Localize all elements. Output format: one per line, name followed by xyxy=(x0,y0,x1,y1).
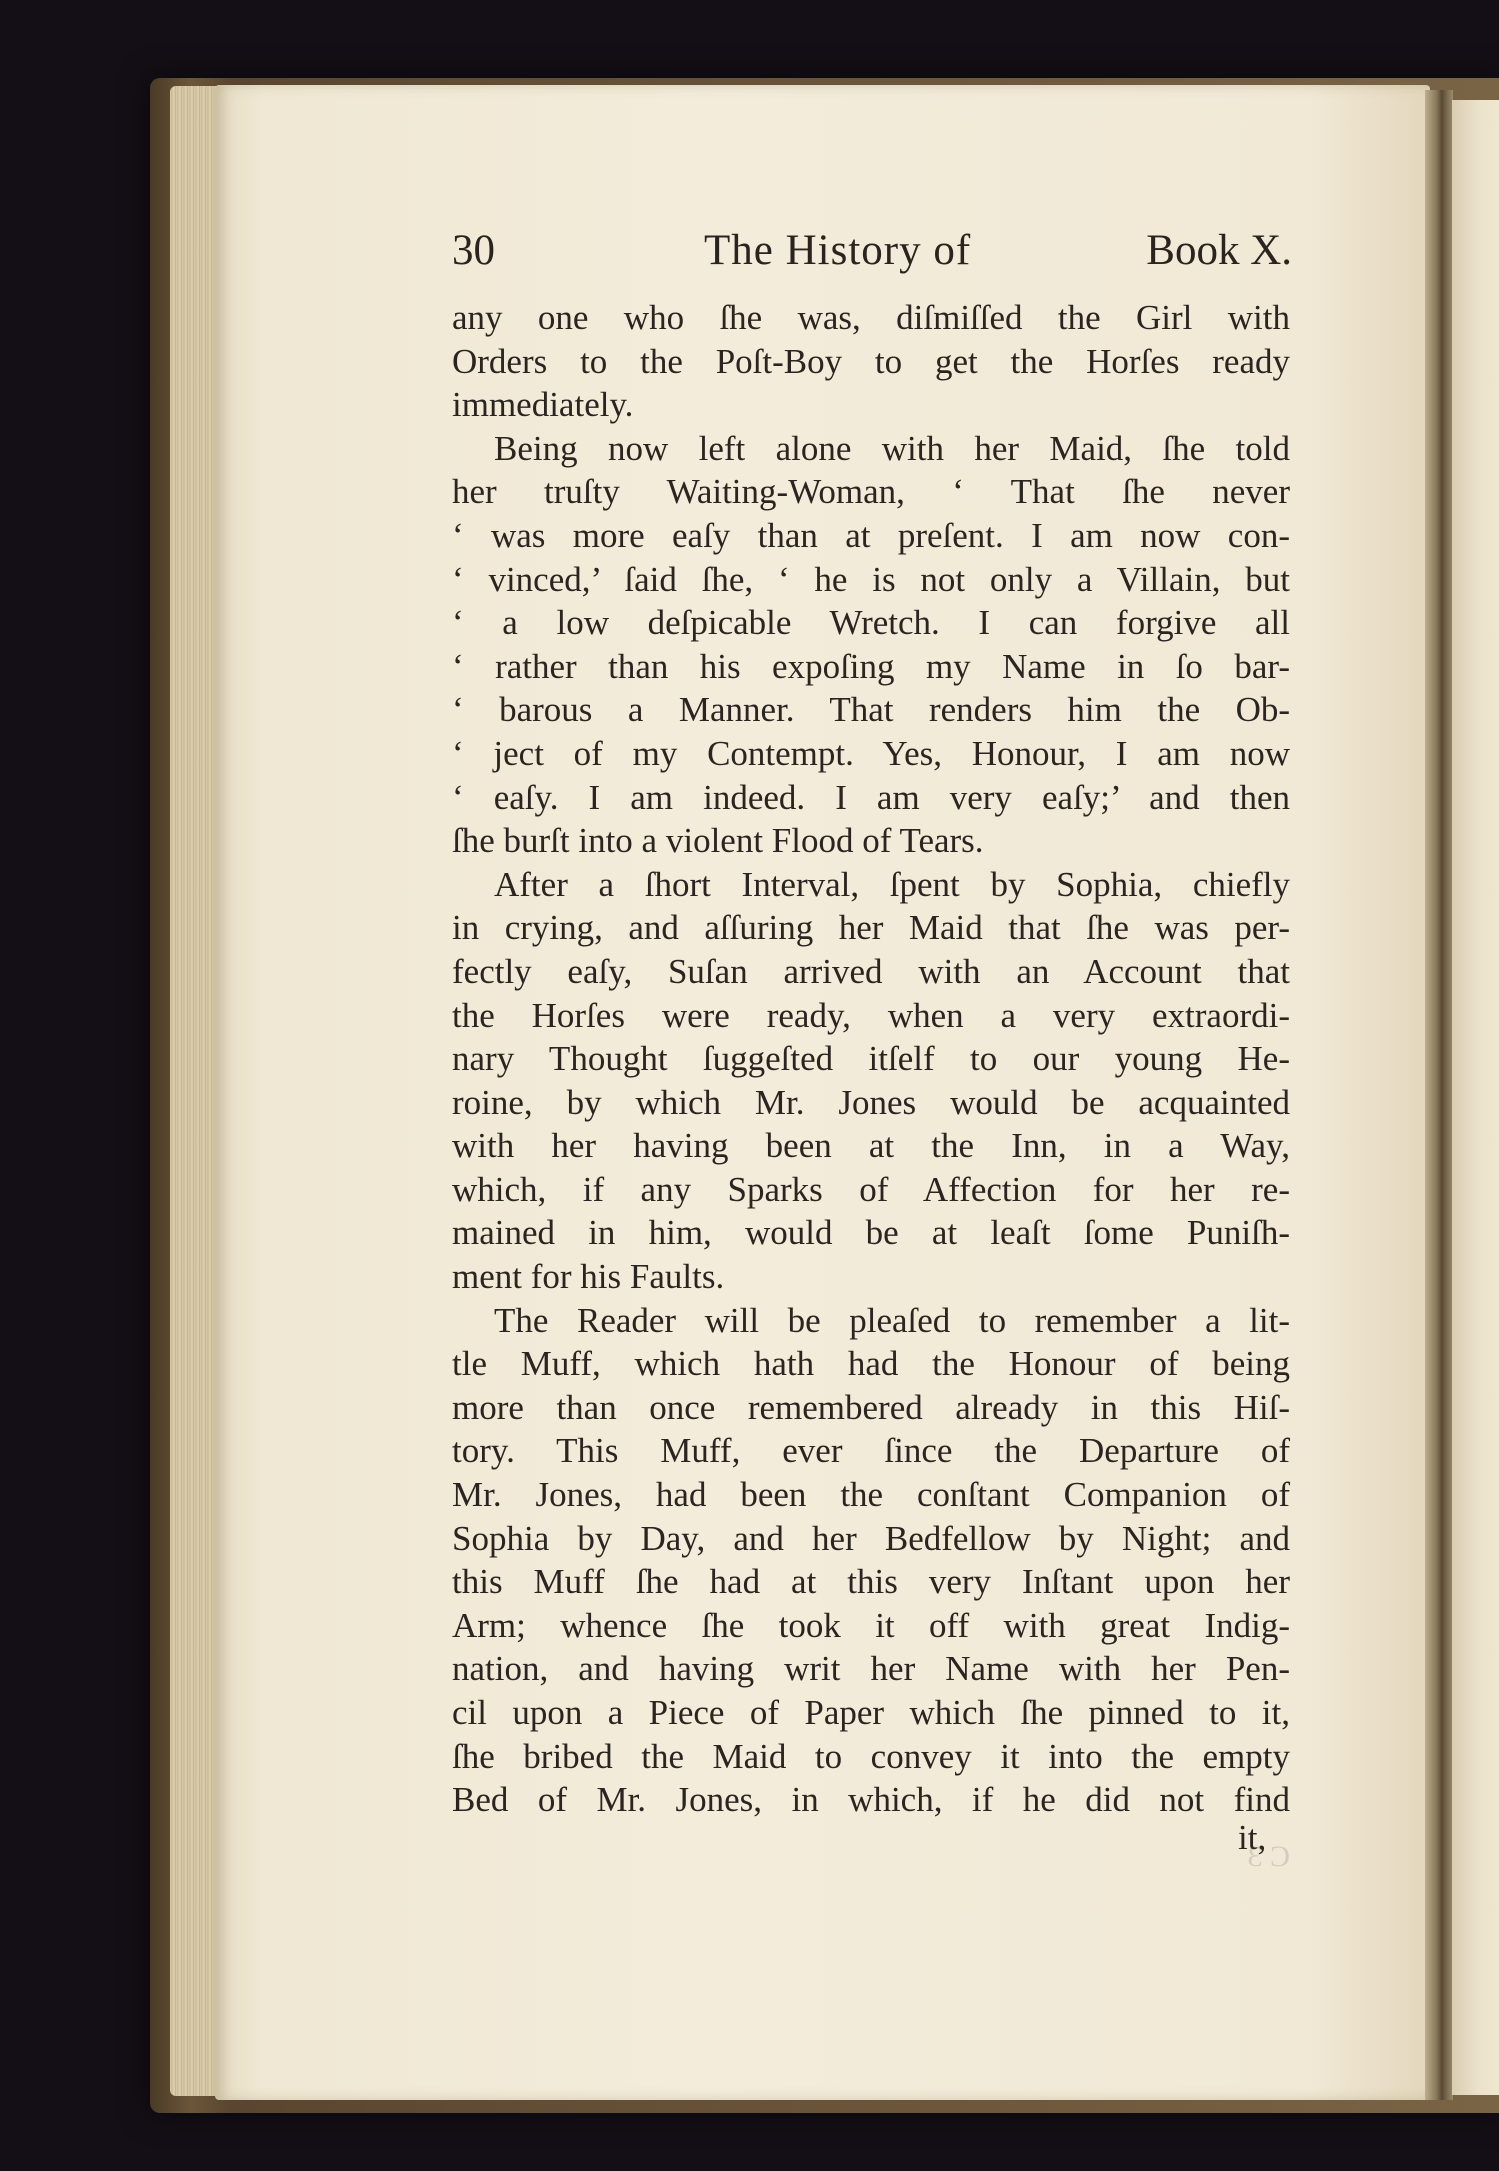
text-line: Sophia by Day, and her Bedfellow by Night; and xyxy=(452,1518,1290,1558)
show-through-text: C 3 xyxy=(1247,1840,1290,1873)
text-line: ‘ a low deſpicable Wretch. I can forgive all xyxy=(452,603,1290,643)
text-line: with her having been at the Inn, in a Way, xyxy=(452,1126,1290,1166)
text-line: mained in him, would be at leaſt ſome Puniſh- xyxy=(452,1213,1290,1253)
text-line: nation, and having writ her Name with her Pen- xyxy=(452,1649,1290,1689)
book-gutter xyxy=(1425,90,1453,2100)
text-line: tle Muff, which hath had the Honour of being xyxy=(452,1344,1290,1384)
text-line: ment for his Faults. xyxy=(452,1257,725,1297)
catchword: it, xyxy=(1238,1818,1267,1857)
text-line: ‘ was more eaſy than at preſent. I am now con- xyxy=(452,515,1290,555)
text-line: Orders to the Poſt-Boy to get the Horſes ready xyxy=(452,341,1290,381)
text-line: her truſty Waiting-Woman, ‘ That ſhe never xyxy=(452,472,1290,512)
text-line: more than once remembered already in this Hiſ- xyxy=(452,1387,1290,1427)
text-line: nary Thought ſuggeſted itſelf to our young He- xyxy=(452,1039,1290,1079)
text-line: roine, by which Mr. Jones would be acquainted xyxy=(452,1082,1290,1122)
text-line: The Reader will be pleaſed to remember a lit- xyxy=(494,1300,1290,1340)
text-line: Being now left alone with her Maid, ſhe told xyxy=(494,428,1290,468)
text-line: After a ſhort Interval, ſpent by Sophia, chiefly xyxy=(494,864,1290,904)
text-line: in crying, and aſſuring her Maid that ſhe was per- xyxy=(452,908,1290,948)
text-line: cil upon a Piece of Paper which ſhe pinned to it, xyxy=(452,1693,1290,1732)
text-line: tory. This Muff, ever ſince the Departure of xyxy=(452,1431,1290,1471)
text-line: ‘ eaſy. I am indeed. I am very eaſy;’ and then xyxy=(452,777,1290,817)
book-number: Book X. xyxy=(1146,227,1292,274)
text-line: ‘ vinced,’ ſaid ſhe, ‘ he is not only a Villain, but xyxy=(452,559,1290,599)
text-line: immediately. xyxy=(452,385,634,425)
text-line: the Horſes were ready, when a very extraordi- xyxy=(452,995,1290,1035)
text-line: any one who ſhe was, diſmiſſed the Girl with xyxy=(452,298,1290,337)
text-line: ‘ barous a Manner. That renders him the Ob- xyxy=(452,690,1290,730)
text-line: ‘ rather than his expoſing my Name in ſo bar- xyxy=(452,646,1290,686)
text-line: this Muff ſhe had at this very Inſtant upon her xyxy=(452,1562,1290,1602)
text-line: Bed of Mr. Jones, in which, if he did not find xyxy=(452,1780,1290,1820)
running-title: The History of xyxy=(704,227,972,274)
text-line: ſhe bribed the Maid to convey it into the empty xyxy=(452,1736,1290,1776)
body-text xyxy=(452,296,1290,1822)
text-line: Arm; whence ſhe took it off with great Indig- xyxy=(452,1605,1290,1645)
text-line: ‘ ject of my Contempt. Yes, Honour, I am now xyxy=(452,733,1290,773)
text-line: fectly eaſy, Suſan arrived with an Account that xyxy=(452,951,1290,991)
text-line: ſhe burſt into a violent Flood of Tears. xyxy=(452,821,984,861)
facing-page xyxy=(1452,100,1499,2095)
text-line: which, if any Sparks of Affection for her re- xyxy=(452,1169,1290,1209)
page-header xyxy=(452,226,1292,286)
text-line: Mr. Jones, had been the conſtant Companion of xyxy=(452,1475,1290,1515)
page-number: 30 xyxy=(452,227,495,274)
